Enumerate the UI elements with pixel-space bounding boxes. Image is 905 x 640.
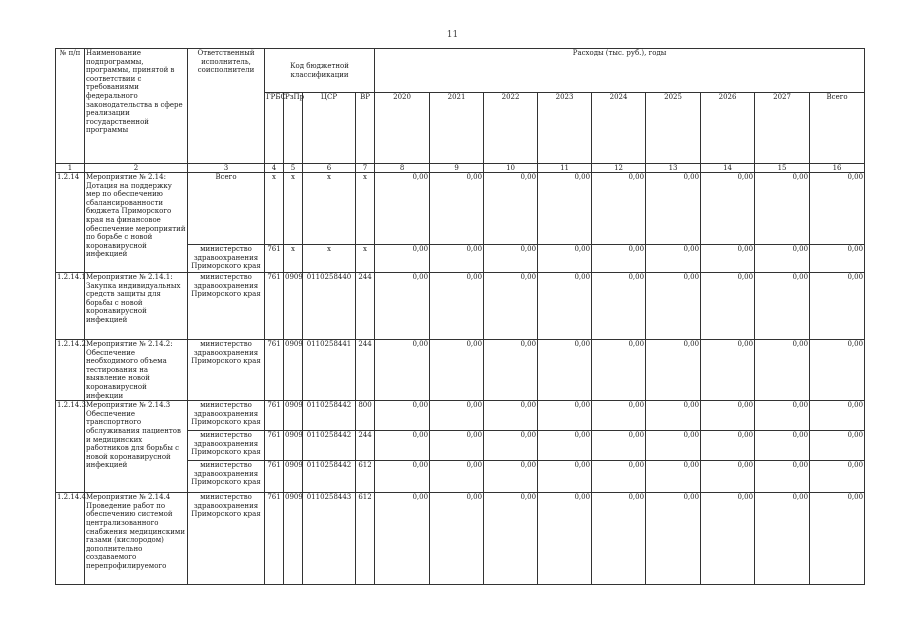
vr-cell: 800 — [356, 401, 375, 431]
value-cell: 0,00 — [646, 340, 701, 401]
measure-name: Мероприятие № 2.14: Дотация на поддержку мер по обеспечению сбалансированности бюджета Приморского края на финансовое обеспечение мероприятий по борьбе с новой коронавирусной инфекцией — [85, 173, 188, 273]
value-cell: 0,00 — [538, 340, 592, 401]
table-row — [56, 401, 865, 431]
column-number: 11 — [538, 164, 592, 173]
header-name: Наименование подпрограммы, программы, принятой в соответствии с требованиями федерального законодательства в сфере реализации государственной программы — [85, 49, 188, 164]
header-year: 2026 — [701, 93, 755, 164]
value-cell: 0,00 — [755, 493, 810, 585]
row-number: 1.2.14.2 — [56, 340, 85, 401]
measure-name: Мероприятие № 2.14.1: Закупка индивидуальных средств защиты для борьбы с новой коронавирусной инфекцией — [85, 273, 188, 340]
grbs-cell: 761 — [265, 401, 284, 431]
value-cell: 0,00 — [592, 493, 646, 585]
csr-cell: x — [303, 173, 356, 245]
grbs-cell: 761 — [265, 461, 284, 493]
value-cell: 0,00 — [592, 461, 646, 493]
value-cell: 0,00 — [646, 461, 701, 493]
column-number: 7 — [356, 164, 375, 173]
value-cell: 0,00 — [430, 173, 484, 245]
value-cell: 0,00 — [810, 173, 865, 245]
column-number: 4 — [265, 164, 284, 173]
column-number: 1 — [56, 164, 85, 173]
rzpr-cell: 0909 — [284, 340, 303, 401]
column-number-row — [56, 164, 865, 173]
csr-cell: 0110258441 — [303, 340, 356, 401]
vr-cell: 244 — [356, 431, 375, 461]
value-cell: 0,00 — [375, 173, 430, 245]
header-grbs: ГРБС — [265, 93, 284, 164]
executor-cell: министерство здравоохранения Приморского края — [188, 340, 265, 401]
grbs-cell: 761 — [265, 273, 284, 340]
value-cell: 0,00 — [592, 273, 646, 340]
row-number: 1.2.14.1 — [56, 273, 85, 340]
value-cell: 0,00 — [375, 461, 430, 493]
header-csr: ЦСР — [303, 93, 356, 164]
rzpr-cell: x — [284, 173, 303, 245]
value-cell: 0,00 — [430, 431, 484, 461]
rzpr-cell: 0909 — [284, 431, 303, 461]
column-number: 5 — [284, 164, 303, 173]
header-year: 2025 — [646, 93, 701, 164]
value-cell: 0,00 — [810, 340, 865, 401]
rzpr-cell: 0909 — [284, 461, 303, 493]
value-cell: 0,00 — [755, 431, 810, 461]
value-cell: 0,00 — [538, 173, 592, 245]
value-cell: 0,00 — [538, 245, 592, 273]
value-cell: 0,00 — [646, 173, 701, 245]
column-number: 10 — [484, 164, 538, 173]
value-cell: 0,00 — [810, 493, 865, 585]
header-rzpr: РзПр — [284, 93, 303, 164]
header-expenses-group: Расходы (тыс. руб.), годы — [375, 49, 865, 93]
csr-cell: 0110258442 — [303, 461, 356, 493]
vr-cell: 612 — [356, 493, 375, 585]
column-number: 9 — [430, 164, 484, 173]
rzpr-cell: x — [284, 245, 303, 273]
value-cell: 0,00 — [646, 401, 701, 431]
value-cell: 0,00 — [375, 493, 430, 585]
value-cell: 0,00 — [701, 401, 755, 431]
csr-cell: 0110258440 — [303, 273, 356, 340]
value-cell: 0,00 — [810, 431, 865, 461]
value-cell: 0,00 — [375, 340, 430, 401]
csr-cell: 0110258443 — [303, 493, 356, 585]
value-cell: 0,00 — [430, 461, 484, 493]
value-cell: 0,00 — [592, 173, 646, 245]
value-cell: 0,00 — [701, 340, 755, 401]
page-number: 11 — [446, 30, 459, 40]
row-number: 1.2.14.4 — [56, 493, 85, 585]
measure-name: Мероприятие № 2.14.2: Обеспечение необходимого объема тестирования на выявление новой коронавирусной инфекции — [85, 340, 188, 401]
executor-cell: министерство здравоохранения Приморского края — [188, 461, 265, 493]
value-cell: 0,00 — [810, 245, 865, 273]
value-cell: 0,00 — [538, 401, 592, 431]
header-total: Всего — [810, 93, 865, 164]
value-cell: 0,00 — [755, 340, 810, 401]
rzpr-cell: 0909 — [284, 401, 303, 431]
value-cell: 0,00 — [538, 273, 592, 340]
value-cell: 0,00 — [375, 431, 430, 461]
value-cell: 0,00 — [484, 273, 538, 340]
header-year: 2027 — [755, 93, 810, 164]
value-cell: 0,00 — [755, 173, 810, 245]
row-number: 1.2.14.3 — [56, 401, 85, 493]
measure-name: Мероприятие № 2.14.3 Обеспечение транспортного обслуживания пациентов и медицинских работников для борьбы с новой коронавирусной инфекцией — [85, 401, 188, 493]
value-cell: 0,00 — [701, 245, 755, 273]
grbs-cell: 761 — [265, 493, 284, 585]
value-cell: 0,00 — [646, 493, 701, 585]
executor-cell: министерство здравоохранения Приморского края — [188, 431, 265, 461]
grbs-cell: 761 — [265, 431, 284, 461]
value-cell: 0,00 — [701, 493, 755, 585]
value-cell: 0,00 — [430, 493, 484, 585]
header-vr: ВР — [356, 93, 375, 164]
column-number: 16 — [810, 164, 865, 173]
value-cell: 0,00 — [538, 431, 592, 461]
table-row — [56, 340, 865, 401]
executor-cell: Всего — [188, 173, 265, 245]
value-cell: 0,00 — [701, 173, 755, 245]
value-cell: 0,00 — [592, 431, 646, 461]
value-cell: 0,00 — [375, 245, 430, 273]
value-cell: 0,00 — [375, 273, 430, 340]
header-row-1 — [56, 49, 865, 93]
value-cell: 0,00 — [484, 401, 538, 431]
table-row — [56, 273, 865, 340]
value-cell: 0,00 — [484, 493, 538, 585]
column-number: 14 — [701, 164, 755, 173]
header-year: 2021 — [430, 93, 484, 164]
value-cell: 0,00 — [755, 245, 810, 273]
value-cell: 0,00 — [484, 431, 538, 461]
value-cell: 0,00 — [646, 273, 701, 340]
value-cell: 0,00 — [430, 401, 484, 431]
value-cell: 0,00 — [484, 173, 538, 245]
value-cell: 0,00 — [701, 461, 755, 493]
value-cell: 0,00 — [484, 461, 538, 493]
column-number: 12 — [592, 164, 646, 173]
vr-cell: 244 — [356, 340, 375, 401]
value-cell: 0,00 — [646, 431, 701, 461]
value-cell: 0,00 — [755, 273, 810, 340]
csr-cell: x — [303, 245, 356, 273]
column-number: 15 — [755, 164, 810, 173]
table-row — [56, 173, 865, 245]
table-row — [56, 493, 865, 585]
value-cell: 0,00 — [810, 401, 865, 431]
value-cell: 0,00 — [375, 401, 430, 431]
budget-table — [55, 48, 865, 585]
value-cell: 0,00 — [646, 245, 701, 273]
column-number: 2 — [85, 164, 188, 173]
value-cell: 0,00 — [755, 401, 810, 431]
header-year: 2020 — [375, 93, 430, 164]
header-num: № п/п — [56, 49, 85, 164]
grbs-cell: 761 — [265, 340, 284, 401]
vr-cell: 612 — [356, 461, 375, 493]
value-cell: 0,00 — [701, 431, 755, 461]
csr-cell: 0110258442 — [303, 431, 356, 461]
value-cell: 0,00 — [701, 273, 755, 340]
value-cell: 0,00 — [430, 245, 484, 273]
rzpr-cell: 0909 — [284, 273, 303, 340]
csr-cell: 0110258442 — [303, 401, 356, 431]
value-cell: 0,00 — [810, 273, 865, 340]
value-cell: 0,00 — [430, 340, 484, 401]
header-year: 2024 — [592, 93, 646, 164]
header-code-group: Код бюджетной классификации — [265, 49, 375, 93]
vr-cell: 244 — [356, 273, 375, 340]
value-cell: 0,00 — [755, 461, 810, 493]
column-number: 6 — [303, 164, 356, 173]
column-number: 3 — [188, 164, 265, 173]
executor-cell: министерство здравоохранения Приморского края — [188, 245, 265, 273]
value-cell: 0,00 — [538, 493, 592, 585]
vr-cell: x — [356, 173, 375, 245]
grbs-cell: 761 — [265, 245, 284, 273]
measure-name: Мероприятие № 2.14.4 Проведение работ по обеспечению системой централизованного снабжения медицинскими газами (кислородом) дополнительно создаваемого перепрофилируемого — [85, 493, 188, 585]
header-executor: Ответственный исполнитель, соисполнители — [188, 49, 265, 164]
executor-cell: министерство здравоохранения Приморского края — [188, 273, 265, 340]
header-year: 2022 — [484, 93, 538, 164]
vr-cell: x — [356, 245, 375, 273]
value-cell: 0,00 — [430, 273, 484, 340]
executor-cell: министерство здравоохранения Приморского края — [188, 493, 265, 585]
rzpr-cell: 0909 — [284, 493, 303, 585]
value-cell: 0,00 — [592, 245, 646, 273]
grbs-cell: x — [265, 173, 284, 245]
value-cell: 0,00 — [484, 340, 538, 401]
column-number: 13 — [646, 164, 701, 173]
value-cell: 0,00 — [592, 340, 646, 401]
value-cell: 0,00 — [810, 461, 865, 493]
row-number: 1.2.14 — [56, 173, 85, 273]
value-cell: 0,00 — [538, 461, 592, 493]
header-year: 2023 — [538, 93, 592, 164]
column-number: 8 — [375, 164, 430, 173]
value-cell: 0,00 — [592, 401, 646, 431]
executor-cell: министерство здравоохранения Приморского края — [188, 401, 265, 431]
value-cell: 0,00 — [484, 245, 538, 273]
